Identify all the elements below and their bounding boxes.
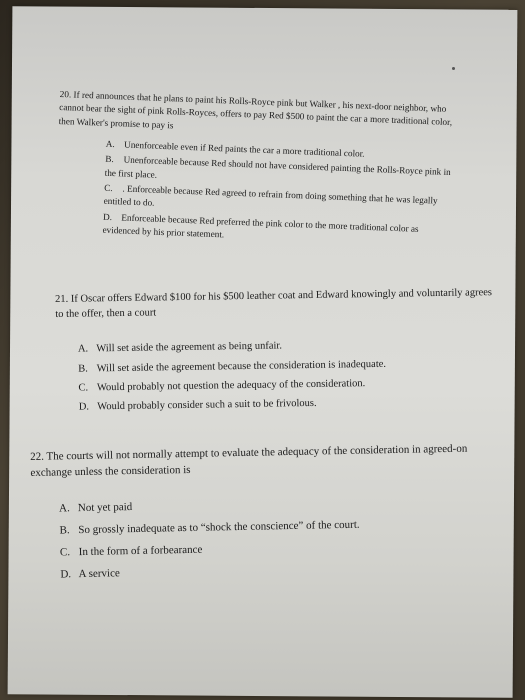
answer-option-b	[59, 515, 501, 539]
option-label: A.	[77, 343, 89, 356]
option-text: . Enforceable because Red agreed to refrain from doing something that he was legally entitled to do.	[103, 183, 438, 209]
option-text: Not yet paid	[77, 500, 133, 514]
question-text: If Oscar offers Edward $100 for his $500 leather coat and Edward knowingly and voluntarily agrees to the offer, then a court	[55, 287, 493, 321]
option-text: Unenforceable because Red should not have considered painting the Rolls-Royce pink in the first place.	[104, 154, 451, 180]
question-number: 21.	[55, 293, 69, 305]
option-label: B.	[59, 524, 70, 537]
answer-option-c	[60, 537, 502, 561]
question-21	[55, 285, 502, 419]
option-label: B.	[78, 363, 88, 375]
answer-option-a	[78, 335, 501, 357]
option-label: A.	[59, 502, 70, 515]
option-label: C.	[78, 382, 89, 394]
option-label: C.	[59, 546, 71, 559]
question-number: 22.	[30, 450, 44, 463]
question-text: The courts will not normally attempt to evaluate the adequacy of the consideration in agreed-on exchange unless the consideration is	[30, 442, 468, 479]
answer-option-c	[78, 374, 501, 396]
option-text: Would probably consider such a suit to be frivolous.	[97, 397, 317, 413]
question-number: 20.	[59, 88, 72, 100]
option-label: A.	[105, 138, 116, 150]
option-text: Would probably not question the adequacy of the consideration.	[96, 378, 366, 394]
question-22	[30, 441, 503, 590]
option-text: Unenforceable even if Red paints the car a more traditional color.	[123, 139, 365, 159]
option-label: D.	[102, 211, 113, 222]
option-text: In the form of a forbearance	[78, 543, 203, 558]
answer-option-d	[60, 559, 502, 583]
option-label: B.	[105, 154, 114, 165]
question-20	[54, 88, 459, 253]
option-label: C.	[104, 182, 113, 194]
answer-option-a	[59, 493, 501, 517]
paper-mark	[452, 67, 455, 70]
answer-option-d	[79, 393, 502, 415]
option-text: Will set aside the agreement as being unfair.	[96, 340, 283, 355]
option-text: Enforceable because Red preferred the pink color to the more traditional color as evidenced by his prior statement.	[102, 212, 419, 240]
option-text: Will set aside the agreement because the consideration is inadequate.	[96, 358, 387, 375]
question-text: If red announces that he plans to paint his Rolls-Royce pink but Walker , his next-door neighbor, who cannot bear the sight of pink Rolls-Royces, offers to pay Red $500 to paint the car a more traditional color, then Walker's promise to pay is	[58, 89, 453, 131]
option-text: A service	[78, 566, 120, 580]
option-text: So grossly inadequate as to “shock the conscience” of the court.	[78, 518, 360, 536]
question-stem	[55, 285, 500, 322]
option-label: D.	[60, 567, 72, 581]
answer-option-b	[78, 355, 501, 377]
option-label: D.	[78, 401, 90, 413]
